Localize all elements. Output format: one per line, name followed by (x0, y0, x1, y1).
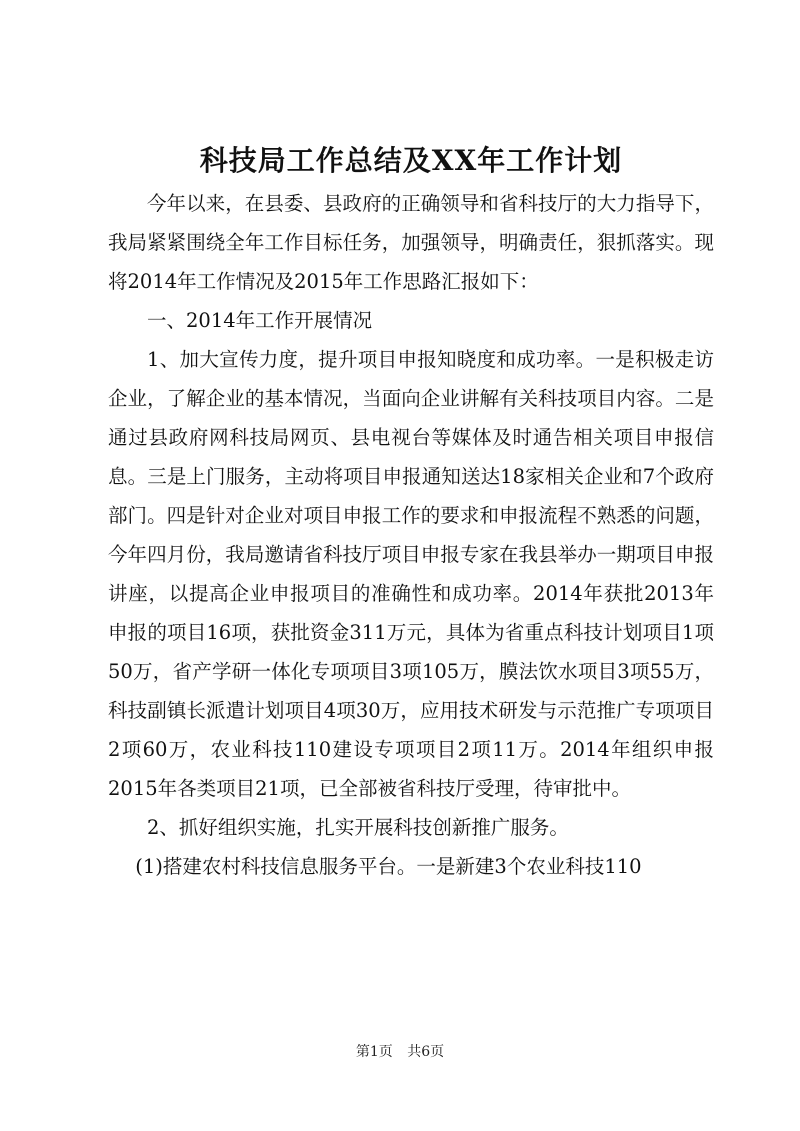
page-total: 共6页 (407, 1044, 445, 1060)
sub-item-1-paragraph: (1)搭建农村科技信息服务平台。一是新建3个农业科技110 (135, 855, 642, 878)
document-title: 科技局工作总结及XX年工作计划 (199, 144, 623, 177)
item-1-paragraph: 1、加大宣传力度，提升项目申报知晓度和成功率。一是积极走访企业，了解企业的基本情况，当面向企业讲解有关科技项目内容。二是通过县政府网科技局网页、县电视台等媒体及时通告相关项目申报信息。三是上门服务，主动将项目申报通知送达18家相关企业和7个政府部门。四是针对企业对项目申报工作的要求和申报流程不熟悉的问题，今年四月份，我局邀请省科技厅项目申报专家在我县举办一期项目申报讲座，以提高企业申报项目的准确性和成功率。2014年获批2013年申报的项目16项，获批资金311万元，具体为省重点科技计划项目1项50万，省产学研一体化专项项目3项105万，膜法饮水项目3项55万，科技副镇长派遣计划项目4项30万，应用技术研发与示范推广专项项目2项60万，农业科技110建设专项项目2项11万。2014年组织申报2015年各类项目21项，已全部被省科技厅受理，待审批中。 (108, 348, 714, 800)
item-2-paragraph: 2、抓好组织实施，扎实开展科技创新推广服务。 (147, 816, 569, 839)
document-body (108, 184, 714, 886)
document-page (108, 138, 714, 886)
page-number: 第1页 (355, 1044, 393, 1060)
intro-paragraph: 今年以来，在县委、县政府的正确领导和省科技厅的大力指导下，我局紧紧围绕全年工作目标任务，加强领导，明确责任，狠抓落实。现将2014年工作情况及2015年工作思路汇报如下： (108, 192, 714, 293)
page-footer (0, 1041, 800, 1061)
section-heading: 一、2014年工作开展情况 (147, 309, 373, 332)
